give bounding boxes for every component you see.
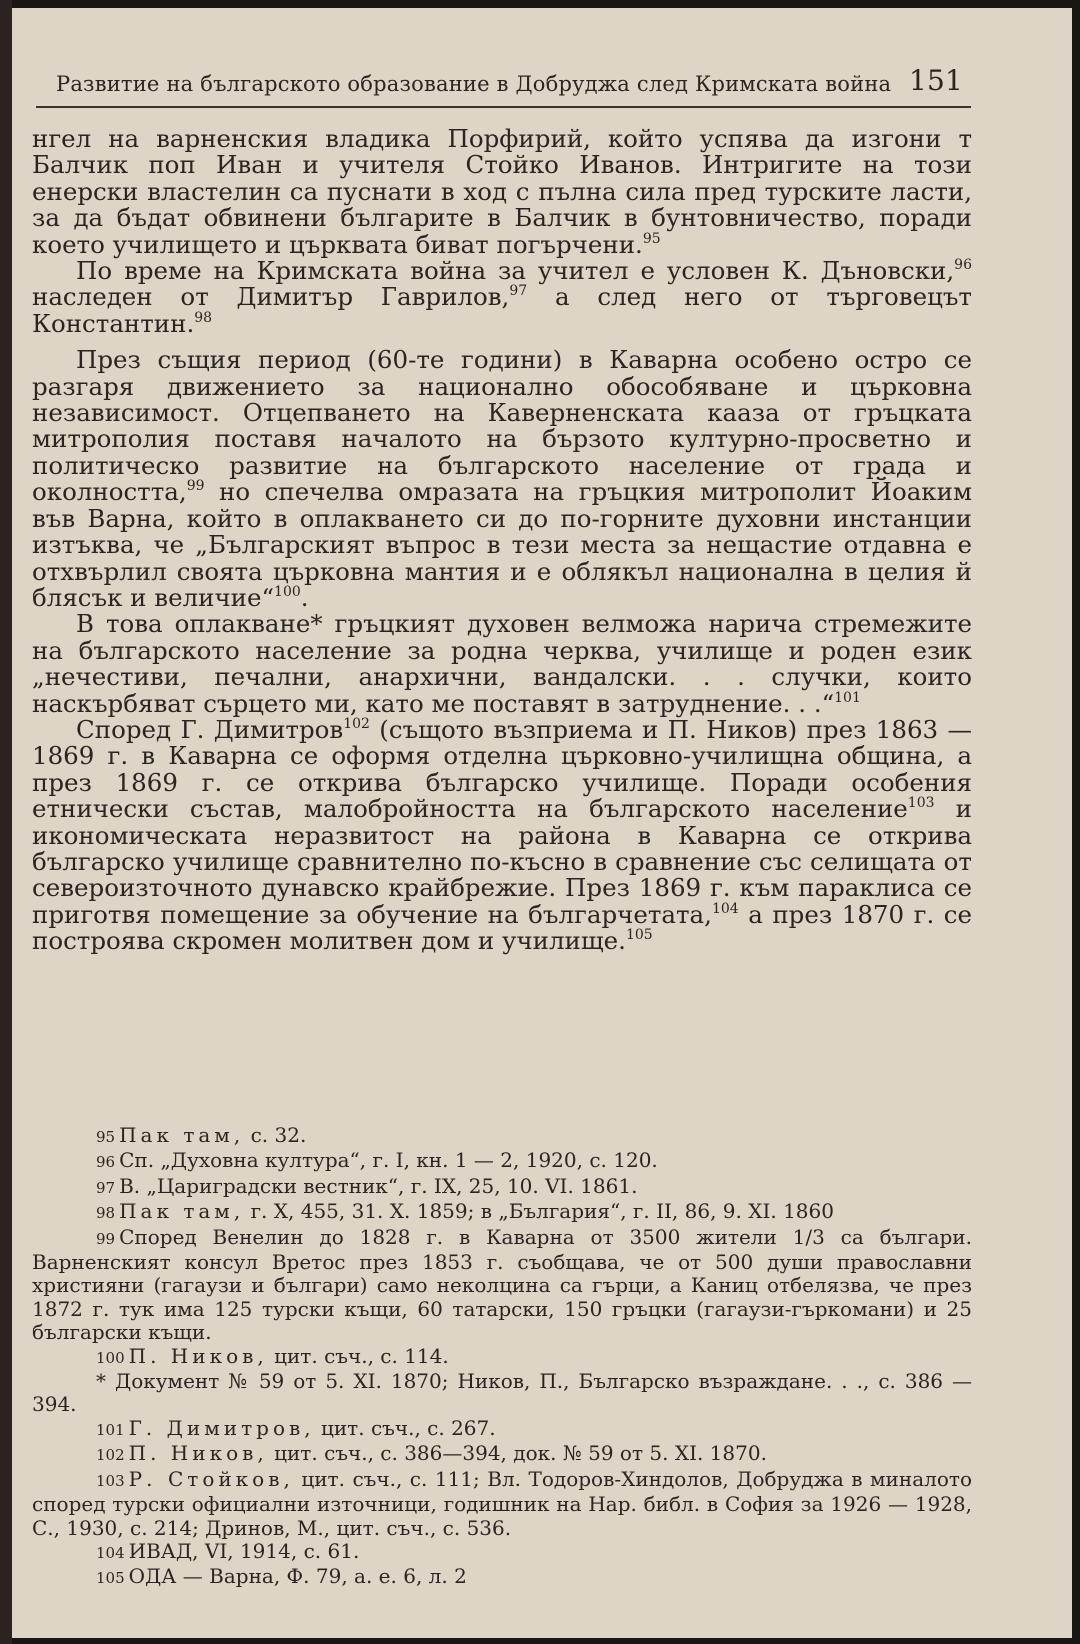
note-ref: 97 [509,283,528,300]
footnote-101: 101 Г. Димитров, цит. съч., с. 267. [96,1415,496,1440]
page-binding-shadow [0,0,12,1644]
header-title: Развитие на българското образование в Добруджа след Кримската война [56,72,892,96]
book-page [12,8,1072,1638]
footnote-105: 105 ОДА — Варна, Ф. 79, а. е. 6, л. 2 [96,1564,467,1589]
footnote-97: 97 В. „Цариградски вестник“, г. IX, 25, 10. VI. 1861. [96,1173,638,1198]
footnotes [32,1124,972,1591]
note-ref: 105 [625,927,653,944]
note-ref: 96 [954,257,972,274]
note-ref: 104 [711,900,739,917]
paragraph-5: Според Г. Димитров$^{102}$ (същото възприема и П. Ников) през 1863 — 1869 г. в Каварна се оформя отделна църковно-училищна община, а през 1869 г. се открива българско училище. Поради особения етнически състав, малобройността на българското население$^{103}$ и икономическата неразвитост на района в Каварна се открива българско училище сравнително по-късно в сравнение със селищата от североизточното дунавско крайбрежие. През 1869 г. към параклиса се приготвя помещение за обучение на българчетата,$^{104}$ а през 1870 г. се построява скромен молитвен дом и училище.$^{105}$ [32,714,973,956]
footnote-98: 98 Пак там, г. X, 455, 31. X. 1859; в „България“, г. II, 86, 9. XI. 1860 [96,1199,834,1224]
paragraph-2: По време на Кримската война за учител е условен К. Дъновски,$^{96}$ наследен от Димитър Гаврилов,$^{97}$ а след него от търговецът Константин.$^{98}$ [32,256,972,338]
footnote-100: 100 П. Ников, цит. съч., с. 114. [96,1343,449,1368]
main-text [32,126,972,955]
footnote-99: 99 Според Венелин до 1828 г. в Каварна от 3500 жители 1/3 са българи. Варненският консул Вретос през 1853 г. съобщава, че от 500 души православни християни (гагаузи и българи) само неколцина са гърци, а Каниц отбелязва, че през 1872 г. тук има 125 турски къщи, 60 татарски, 150 гръцки (гагаузи-гъркомани) и 25 български къщи. [32,1224,972,1345]
paragraph-4: В това оплакване* гръцкият духовен велможа нарича стремежите на българското население за родна черква, училище и роден език „нечестиви, печални, анархични, вандалски. . . случки, които наскърбяват сърцето ми, като ме поставят в затруднение. . .“$^{101}$ [32,609,972,718]
note-ref: 100 [274,583,301,600]
note-ref: 99 [186,478,205,495]
footnote-star: * Документ № 59 от 5. XI. 1870; Ников, П., Българско възраждане. . ., с. 386 — 394. [32,1369,972,1417]
footnote-102: 102 П. Ников, цит. съч., с. 386—394, док. № 59 от 5. XI. 1870. [96,1441,767,1466]
note-ref: 98 [194,309,213,326]
note-ref: 95 [642,230,661,247]
page-number: 151 [908,64,963,97]
paragraph-1: нгел на варненския владика Порфирий, който успява да изгони т Балчик поп Иван и учителя Стойко Иванов. Интригите на този енерски властелин са пуснати в ход с пълна сила пред турските ласти, за да бъдат обвинени българите в Балчик в бунтовничество, поради което училището и църквата биват погърчени.$^{95}$ [32,124,972,259]
footnote-96: 96 Сп. „Духовна култура“, г. I, кн. 1 — 2, 1920, с. 120. [96,1148,658,1173]
footnote-104: 104 ИВАД, VI, 1914, с. 61. [96,1538,360,1563]
footnote-95: 95 Пак там, с. 32. [96,1123,307,1147]
footnote-103: 103 Р. Стойков, цит. съч., с. 111; Вл. Тодоров-Хиндолов, Добруджа в миналото според турски официални източници, годишник на Нар. библ. в София за 1926 — 1928, С., 1930, с. 214; Дринов, М., цит. съч., с. 536. [32,1466,972,1540]
running-header [36,66,971,108]
note-ref: 103 [907,795,935,812]
note-ref: 102 [343,715,370,732]
note-ref: 101 [834,689,861,706]
paragraph-3: През същия период (60-те години) в Каварна особено остро се разгаря движението за национално обособяване и църковна независимост. Отцепването на Кавeрненската кааза от гръцката митрополия поставя началото на бързото културно-просветно и политическо развитие на българското население от града и околността,$^{99}$ но спечелва омразата на гръцкия митрополит Йоаким във Варна, който в оплакването си до по-горните духовни инстанции изтъква, че „Българският въпрос в тези места за нещастие отдавна е отхвърлил своята църковна мантия и е облякъл национална в целия й блясък и величие“$^{100}$. [32,345,972,612]
